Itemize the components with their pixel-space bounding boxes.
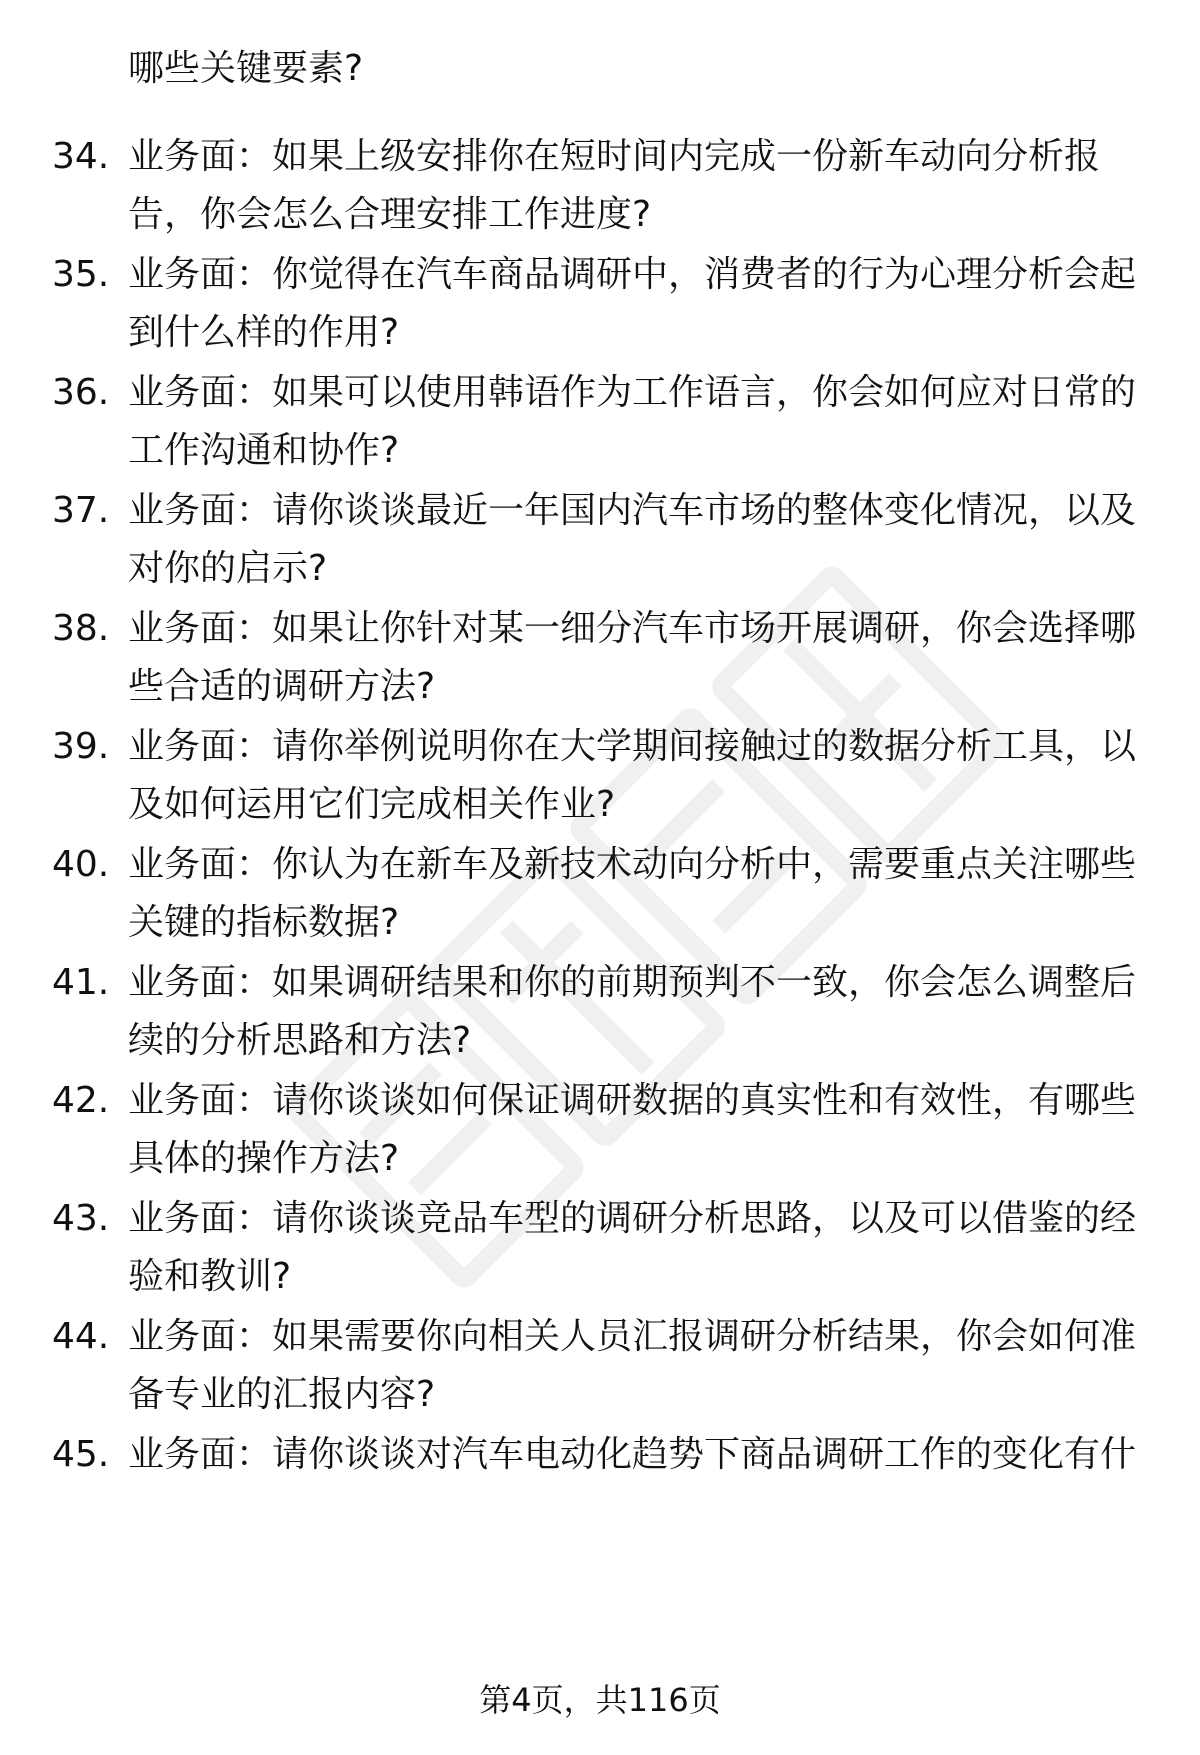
item-line: 业务面：如果让你针对某一细分汽车市场开展调研，你会选择哪 bbox=[128, 608, 1137, 649]
item-line: 业务面：请你谈谈最近一年国内汽车市场的整体变化情况，以及 bbox=[128, 490, 1137, 531]
item-number: 39. bbox=[52, 726, 110, 767]
page-footer: 第4页，共116页 bbox=[479, 1681, 721, 1719]
item-line: 具体的操作方法? bbox=[128, 1138, 400, 1179]
item-number: 34. bbox=[52, 136, 110, 177]
item-line: 对你的启示? bbox=[128, 548, 328, 589]
item-line: 备专业的汇报内容? bbox=[128, 1374, 436, 1415]
item-line: 业务面：你认为在新车及新技术动向分析中，需要重点关注哪些 bbox=[128, 844, 1137, 885]
item-line: 工作沟通和协作? bbox=[128, 430, 400, 471]
item-line: 些合适的调研方法? bbox=[128, 666, 436, 707]
item-number: 42. bbox=[52, 1080, 110, 1121]
item-line: 业务面：请你谈谈竞品车型的调研分析思路，以及可以借鉴的经 bbox=[128, 1198, 1137, 1239]
item-number: 37. bbox=[52, 490, 110, 531]
item-line: 续的分析思路和方法? bbox=[128, 1020, 472, 1061]
item-line: 业务面：如果上级安排你在短时间内完成一份新车动向分析报 bbox=[128, 136, 1101, 177]
item-line: 业务面：请你举例说明你在大学期间接触过的数据分析工具，以 bbox=[128, 726, 1137, 767]
item-line: 业务面：请你谈谈如何保证调研数据的真实性和有效性，有哪些 bbox=[128, 1080, 1137, 1121]
item-line: 关键的指标数据? bbox=[128, 902, 400, 943]
item-number: 38. bbox=[52, 608, 110, 649]
continuation-line: 哪些关键要素? bbox=[128, 48, 364, 89]
item-line: 告，你会怎么合理安排工作进度? bbox=[128, 194, 652, 235]
item-line: 业务面：如果可以使用韩语作为工作语言，你会如何应对日常的 bbox=[128, 372, 1137, 413]
item-line: 验和教训? bbox=[128, 1256, 292, 1297]
item-line: 及如何运用它们完成相关作业? bbox=[128, 784, 616, 825]
item-line: 业务面：如果调研结果和你的前期预判不一致，你会怎么调整后 bbox=[128, 962, 1137, 1003]
item-line: 业务面：如果需要你向相关人员汇报调研分析结果，你会如何准 bbox=[128, 1316, 1137, 1357]
item-number: 44. bbox=[52, 1316, 110, 1357]
item-number: 40. bbox=[52, 844, 110, 885]
item-line: 到什么样的作用? bbox=[128, 312, 400, 353]
item-number: 45. bbox=[52, 1434, 110, 1475]
item-number: 41. bbox=[52, 962, 110, 1003]
item-number: 36. bbox=[52, 372, 110, 413]
item-number: 35. bbox=[52, 254, 110, 295]
item-number: 43. bbox=[52, 1198, 110, 1239]
item-line: 业务面：你觉得在汽车商品调研中，消费者的行为心理分析会起 bbox=[128, 254, 1137, 295]
item-line: 业务面：请你谈谈对汽车电动化趋势下商品调研工作的变化有什 bbox=[128, 1434, 1137, 1475]
